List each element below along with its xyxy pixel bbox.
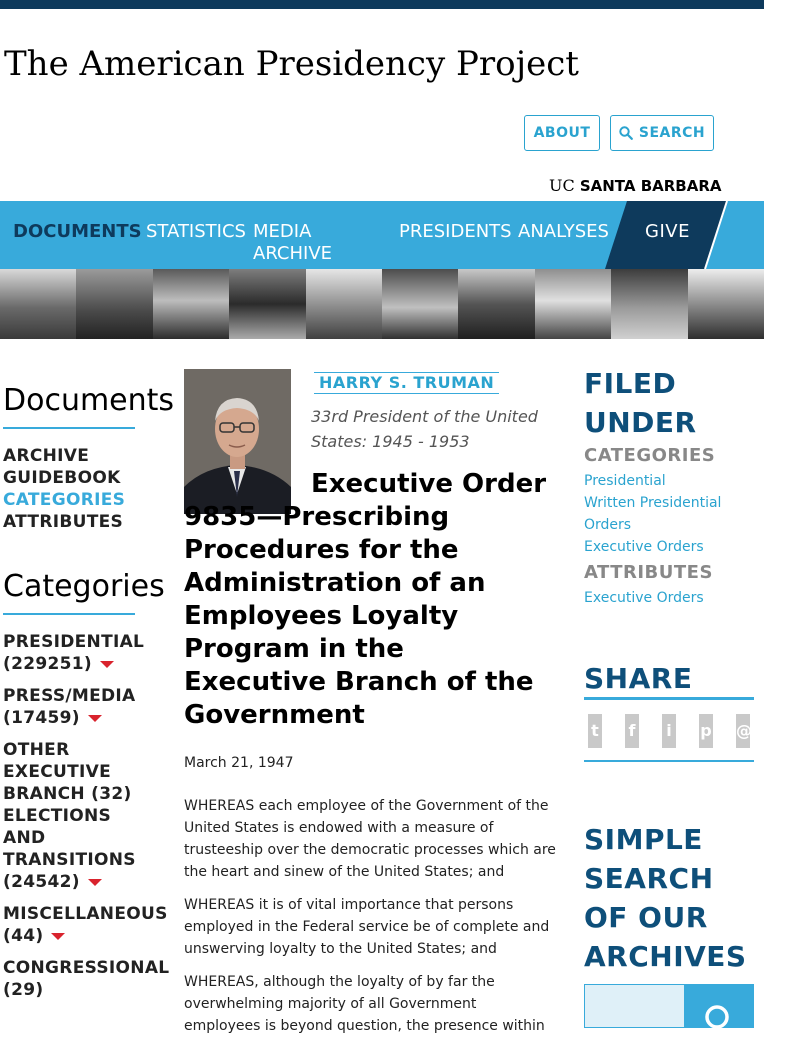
linkedin-icon[interactable]: i xyxy=(662,714,676,748)
president-name-link[interactable]: HARRY S. TRUMAN xyxy=(314,372,499,394)
caret-down-icon[interactable] xyxy=(88,715,102,722)
nav-analyses[interactable]: ANALYSES xyxy=(518,221,609,242)
share-rule-top xyxy=(584,697,754,700)
filed-attribute-link[interactable]: Executive Orders xyxy=(584,590,704,606)
email-icon[interactable]: @ xyxy=(736,714,750,748)
category-label: OTHER EXECUTIVE BRANCH (32) xyxy=(3,740,132,804)
document-title-text: Executive Order 9835—Prescribing Procedures for the Administration of an Employees Loyalty Program in the Executive Branch of the Government xyxy=(184,469,547,730)
filed-categories-label: CATEGORIES xyxy=(584,445,716,466)
categories-heading-rule xyxy=(3,613,135,615)
filed-category-link[interactable]: Executive Orders xyxy=(584,539,704,555)
category-label: CONGRESSIONAL (29) xyxy=(3,958,170,1000)
caret-down-icon[interactable] xyxy=(51,933,65,940)
nav-documents[interactable]: DOCUMENTS xyxy=(13,221,142,242)
category-label: PRESS/MEDIA (17459) xyxy=(3,686,136,728)
search-button[interactable] xyxy=(610,115,714,151)
twitter-icon[interactable]: t xyxy=(588,714,602,748)
category-item[interactable] xyxy=(3,957,173,1001)
category-label: MISCELLANEOUS (44) xyxy=(3,904,168,946)
about-button[interactable]: ABOUT xyxy=(524,115,600,151)
share-heading: SHARE xyxy=(584,662,693,695)
category-item[interactable] xyxy=(3,631,153,675)
presidents-banner xyxy=(0,269,764,339)
nav-give[interactable]: GIVE xyxy=(645,221,690,242)
documents-heading: Documents xyxy=(3,383,175,418)
nav-media-line1: MEDIA xyxy=(253,221,312,242)
document-paragraph: WHEREAS each employee of the Government of the United States is endowed with a measure of trusteeship over the democratic processes which are the heart and sinew of the United States; and xyxy=(184,798,556,880)
filed-under-line1: FILED xyxy=(584,367,677,400)
filed-category-link[interactable]: Orders xyxy=(584,517,632,533)
ucsb-santa-barbara: SANTA BARBARA xyxy=(579,177,722,195)
document-date: March 21, 1947 xyxy=(184,755,294,771)
doc-link-categories[interactable]: CATEGORIES xyxy=(3,490,126,510)
nav-presidents[interactable]: PRESIDENTS xyxy=(399,221,512,242)
ucsb-logo[interactable] xyxy=(549,176,722,195)
simple-search-line: OF OUR xyxy=(584,901,708,934)
category-item[interactable] xyxy=(3,903,173,947)
ucsb-uc: UC xyxy=(549,176,575,195)
filed-category-link[interactable]: Written Presidential xyxy=(584,495,722,511)
filed-under-line2: UNDER xyxy=(584,406,697,439)
simple-search-heading xyxy=(584,820,747,976)
simple-search-line: ARCHIVES xyxy=(584,940,747,973)
archive-search-button[interactable] xyxy=(684,984,754,1028)
filed-category-link[interactable]: Presidential xyxy=(584,473,666,489)
president-term: 33rd President of the United States: 1945 - 1953 xyxy=(311,407,538,451)
nav-media-archive[interactable] xyxy=(253,221,332,265)
site-title[interactable]: The American Presidency Project xyxy=(4,44,579,84)
document-title xyxy=(184,468,554,732)
search-button-label: SEARCH xyxy=(638,125,706,141)
facebook-icon[interactable]: f xyxy=(625,714,639,748)
documents-heading-rule xyxy=(3,427,135,429)
categories-heading: Categories xyxy=(3,569,165,604)
category-label: PRESIDENTIAL (229251) xyxy=(3,632,145,674)
category-label: ELECTIONS AND TRANSITIONS (24542) xyxy=(3,806,136,892)
share-rule-bottom xyxy=(584,760,754,762)
doc-link-archive[interactable]: ARCHIVE xyxy=(3,446,90,466)
search-icon xyxy=(619,126,633,140)
document-paragraph: WHEREAS, although the loyalty of by far the overwhelming majority of all Government employees is beyond question, the presence within xyxy=(184,974,545,1034)
search-icon xyxy=(684,984,754,1028)
caret-down-icon[interactable] xyxy=(100,661,114,668)
simple-search-line: SIMPLE xyxy=(584,823,703,856)
doc-link-guidebook[interactable]: GUIDEBOOK xyxy=(3,468,121,488)
share-icons xyxy=(588,714,754,748)
filed-under-heading xyxy=(584,364,697,442)
nav-statistics[interactable]: STATISTICS xyxy=(146,221,246,242)
print-icon[interactable]: p xyxy=(699,714,713,748)
category-item[interactable] xyxy=(3,685,153,729)
caret-down-icon[interactable] xyxy=(88,879,102,886)
archive-search-input[interactable] xyxy=(584,984,684,1028)
top-strip xyxy=(0,0,764,9)
category-item[interactable] xyxy=(3,805,143,893)
doc-link-attributes[interactable]: ATTRIBUTES xyxy=(3,512,124,532)
filed-attributes-label: ATTRIBUTES xyxy=(584,562,713,583)
category-item[interactable] xyxy=(3,739,135,805)
nav-media-line2: ARCHIVE xyxy=(253,243,333,264)
main-nav xyxy=(0,201,764,269)
document-paragraph: WHEREAS it is of vital importance that persons employed in the Federal service be of complete and unswerving loyalty to the United States; and xyxy=(184,897,550,957)
simple-search-line: SEARCH xyxy=(584,862,714,895)
